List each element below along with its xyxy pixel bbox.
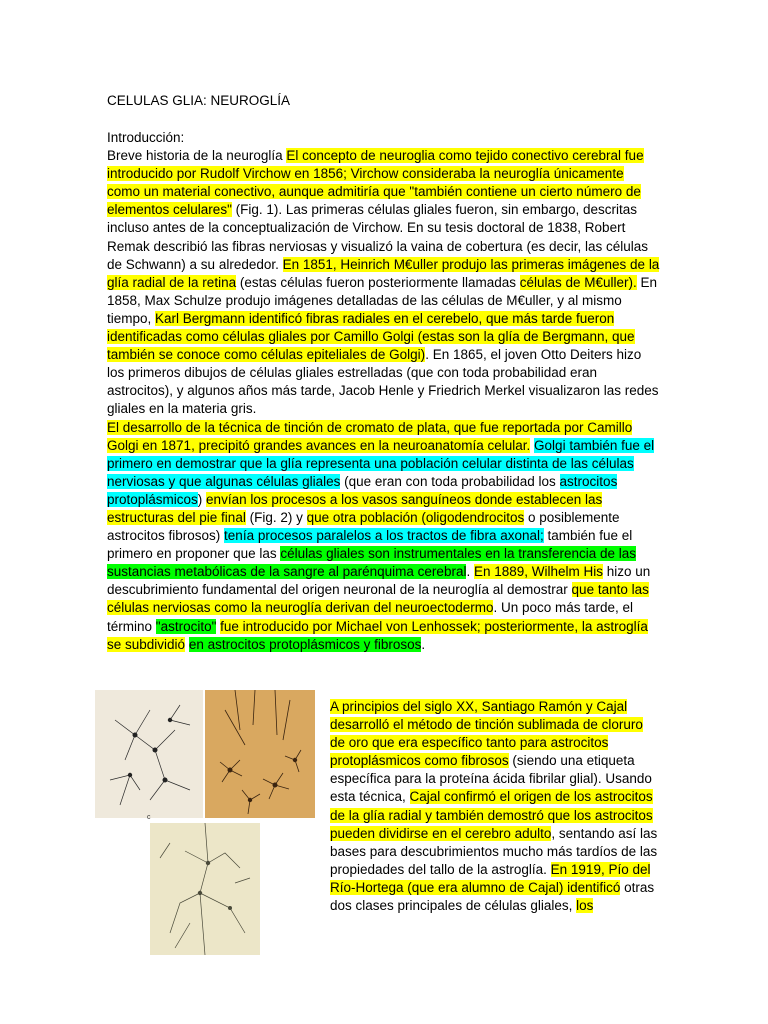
highlighted-text: células de M€uller). (519, 274, 637, 290)
highlighted-text: los (576, 898, 594, 914)
text-run: En 1858, Max Schulze produjo imágenes detalladas de las células de M€uller, y al mismo tiempo, (107, 274, 658, 326)
text-run: o posiblemente astrocitos fibrosos) (107, 509, 620, 544)
text-run: . Un poco más tarde, el término (107, 600, 634, 634)
highlighted-text: que tanto las células nerviosas como la neuroglía derivan del neuroectodermo (107, 582, 649, 616)
highlighted-text: En 1889, Wilhelm His (473, 564, 604, 580)
figure-panel-a (95, 690, 203, 818)
highlighted-text: tenía procesos paralelos a los tractos de fibra axonal; (224, 528, 544, 544)
text-run: Breve historia de la neuroglía (107, 148, 287, 164)
highlighted-text: Cajal confirmó el origen de los astrocitos de la glía radial y también demostró que los astrocitos pueden dividirse en el cerebro adulto (330, 789, 653, 841)
highlighted-text: fue introducido por Michael von Lenhossek; posteriormente, la astroglía se subdividió (107, 618, 648, 652)
paragraph-cajal (330, 698, 660, 915)
highlighted-text: envían los procesos a los vasos sanguíneos donde establecen las estructuras del pie final (107, 491, 603, 525)
text-run: hizo un descubrimiento fundamental del origen neuronal de la neuroglía al demostrar (107, 564, 651, 598)
text-run: (Fig. 1). Las primeras células gliales fueron, sin embargo, descritas incluso antes de la conceptualización de Virchow. En su tesis doctoral de 1838, Robert Remak describió las fibras nerviosas y visualizó la vaina de cobertura (es decir, las células de Schwann) a su alrededor. (107, 202, 648, 272)
text-run: otras dos clases principales de células gliales, (330, 879, 655, 914)
text-run: (estas células fueron posteriormente llamadas (236, 274, 520, 290)
astrocyte-figure (95, 690, 320, 958)
document-body (107, 129, 660, 654)
highlighted-text: El desarrollo de la técnica de tinción de cromato de plata, que fue reportada por Camillo Golgi en 1871, precipitó grandes avances en la neuroanatomía celular. (107, 419, 633, 453)
column-text (330, 698, 660, 915)
text-run: ) (197, 491, 207, 507)
text-run: . En 1865, el joven Otto Deiters hizo los primeros dibujos de células gliales estrelladas (que con toda probabilidad eran astrocitos), y algunos años más tarde, Jacob Henle y Friedrich Merkel visualizaron las redes gliales en la materia gris. (107, 347, 659, 417)
highlighted-text: astrocitos protoplásmicos (107, 473, 618, 507)
text-run: . (466, 564, 474, 580)
document-title: CELULAS GLIA: NEUROGLÍA (107, 93, 291, 108)
highlighted-text: células gliales son instrumentales en la transferencia de las sustancias metabólicas de la sangre al parénquima cerebral (107, 546, 637, 580)
highlighted-text: "astrocito" (155, 618, 217, 634)
figure-panel-b (205, 690, 315, 818)
intro-heading: Introducción: (107, 130, 185, 145)
text-run: (siendo una etiqueta específica para la proteína ácida fibrilar glial). Usando esta técnica, (330, 753, 652, 805)
text-run: (Fig. 2) y (245, 509, 307, 525)
highlighted-text: en astrocitos protoplásmicos y fibrosos (188, 636, 422, 652)
highlighted-text: A principios del siglo XX, Santiago Ramón y Cajal desarrolló el método de tinción sublimada de cloruro de oro que era específico tanto para astrocitos protoplásmicos como fibrosos (330, 699, 643, 769)
figure-panel-c (150, 823, 260, 955)
text-run: también fue el primero en proponer que las (107, 528, 633, 562)
figure-panel-label: c (147, 814, 151, 821)
highlighted-text: En 1851, Heinrich M€uller produjo las primeras imágenes de la glía radial de la retina (107, 256, 660, 290)
highlighted-text: El concepto de neuroglia como tejido conectivo cerebral fue introducido por Rudolf Virchow en 1856; Virchow consideraba la neuroglía únicamente como un material conectivo, aunque admitiría que "también contiene un cierto número de elementos celulares" (107, 148, 644, 218)
text-run: , sentando así las bases para descubrimientos mucho más tardíos de las propiedades del tallo de la astroglía. (330, 825, 658, 877)
highlighted-text: En 1919, Pío del Río-Hortega (que era alumno de Cajal) identificó (330, 861, 651, 895)
highlighted-text: Karl Bergmann identificó fibras radiales en el cerebelo, que más tarde fueron identificadas como células gliales por Camillo Golgi (estas son la glía de Bergmann, que también se conoce como células epiteliales de Golgi) (107, 310, 635, 363)
paragraph-history (107, 147, 660, 418)
text-run: (que eran con toda probabilidad los (340, 473, 560, 489)
paragraph-golgi (107, 419, 660, 654)
text-run: . (421, 636, 426, 652)
highlighted-text: Golgi también fue el primero en demostrar que la glía representa una población celular distinta de las células nerviosas y que algunas células gliales (107, 437, 655, 489)
highlighted-text: que otra población (oligodendrocitos (306, 509, 525, 525)
